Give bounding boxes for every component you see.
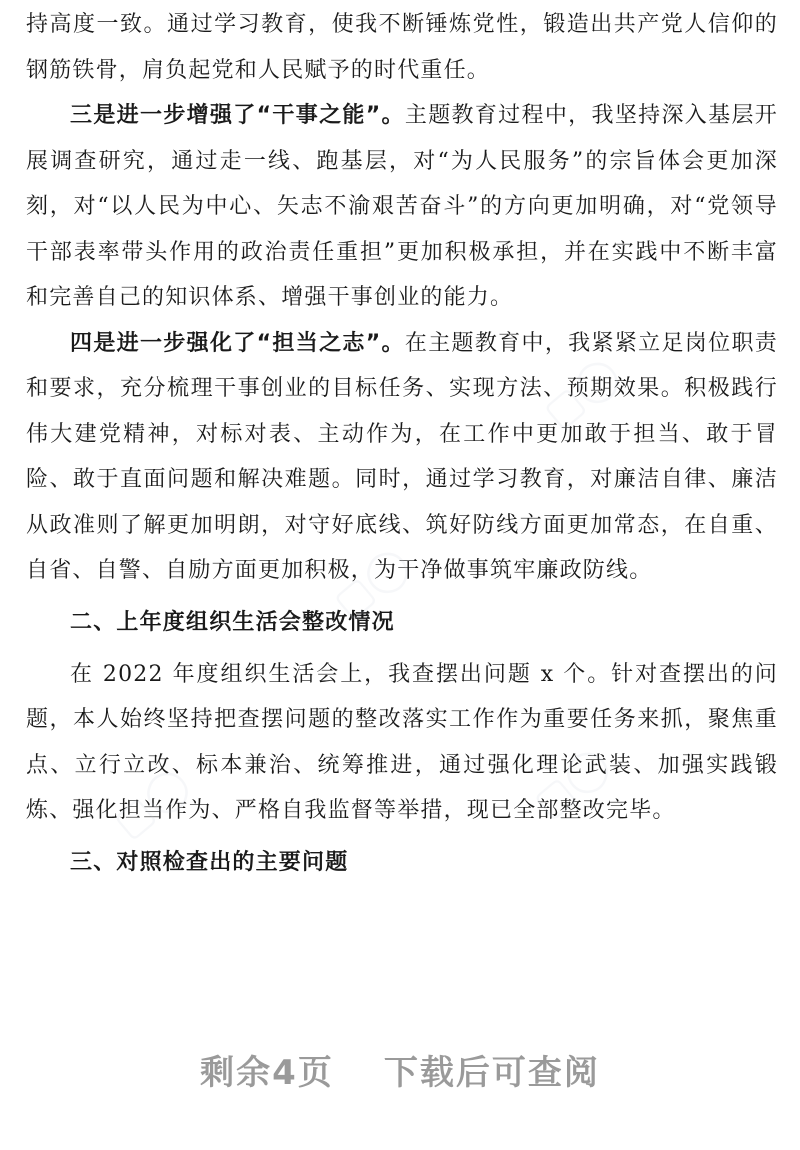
section-heading-rectification: 二、上年度组织生活会整改情况: [70, 609, 395, 635]
watermark-logo: ▢◯: [104, 758, 198, 848]
section-heading-main-problems: 三、对照检查出的主要问题: [70, 849, 349, 875]
remaining-pages-text: 剩余4页: [200, 1053, 334, 1093]
watermark-logo: ▢◯: [324, 538, 418, 628]
watermark-logo: ▢◯: [534, 348, 628, 438]
paragraph-continuation: 持高度一致。通过学习教育，使我不断锤炼党性，锻造出共产党人信仰的钢筋铁骨，肩负起党和人民赋予的时代重任。: [26, 12, 778, 83]
watermark-logo: ▢◯: [524, 738, 618, 828]
document-body: [26, 2, 778, 892]
paragraph-capability: [26, 93, 778, 321]
paragraph-rectification: 在 2022 年度组织生活会上，我查摆出问题 x 个。针对查摆出的问题，本人始终坚持把查摆问题的整改落实工作作为重要任务来抓，聚焦重点、立行立改、标本兼治、统筹推进，通过强化理论武装、加强实践锻炼、强化担当作为、严格自我监督等举措，现已全部整改完毕。: [26, 661, 778, 823]
paragraph-lead-capability: 三是进一步增强了“干事之能”。: [70, 103, 405, 128]
paragraph-lead-responsibility: 四是进一步强化了“担当之志”。: [70, 330, 405, 356]
download-notice[interactable]: [0, 1045, 800, 1094]
download-hint-text: 下载后可查阅: [383, 1053, 600, 1093]
paragraph-body-capability: 主题教育过程中，我坚持深入基层开展调查研究，通过走一线、跑基层，对“为人民服务”的宗旨体会更加深刻，对“以人民为中心、矢志不渝艰苦奋斗”的方向更加明确，对“党领导干部表率带头作用的政治责任重担”更加积极承担，并在实践中不断丰富和完善自己的知识体系、增强干事创业的能力。: [26, 103, 778, 310]
paragraph-body-responsibility: 在主题教育中，我紧紧立足岗位职责和要求，充分梳理干事创业的目标任务、实现方法、预期效果。积极践行伟大建党精神，对标对表、主动作为，在工作中更加敢于担当、敢于冒险、敢于直面问题和解决难题。同时，通过学习教育，对廉洁自律、廉洁从政准则了解更加明朗，对守好底线、筑好防线方面更加常态，在自重、自省、自警、自励方面更加积极，为干净做事筑牢廉政防线。: [26, 330, 778, 583]
paragraph-responsibility: [26, 321, 778, 594]
